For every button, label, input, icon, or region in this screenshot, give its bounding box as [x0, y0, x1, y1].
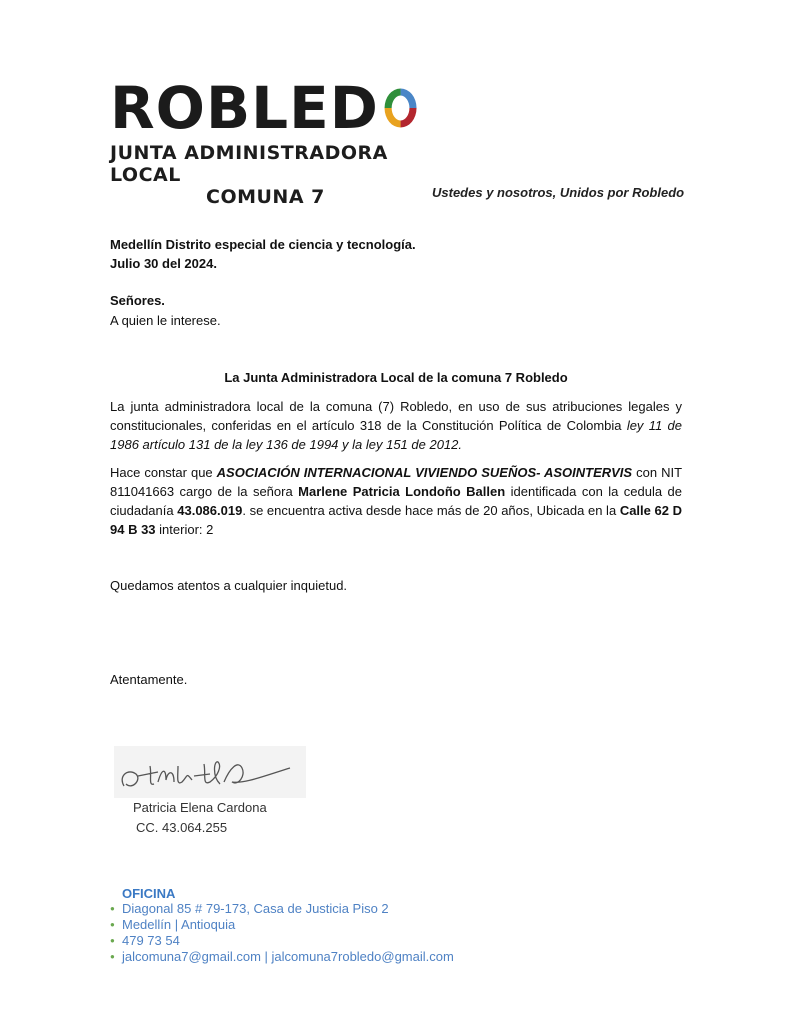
paragraph-1 — [110, 397, 682, 454]
phone-text: 479 73 54 — [122, 933, 180, 948]
paragraph-2 — [110, 463, 682, 539]
address-text: Diagonal 85 # 79-173, Casa de Justicia Piso 2 — [122, 901, 389, 916]
p2-text-d: . se encuentra activa desde hace más de 20 años, Ubicada en la — [242, 503, 620, 518]
signer-name: Patricia Elena Cardona — [133, 800, 267, 815]
office-city — [110, 917, 454, 933]
salutation: Señores. — [110, 293, 165, 308]
city-text: Medellín | Antioquia — [122, 917, 236, 932]
p2-text-e: interior: 2 — [155, 522, 214, 537]
p1-text: La junta administradora local de la comuna (7) Robledo, en uso de sus atribuciones legales y constitucionales, conferidas en el artículo 318 de la Constitución Política de Colombia — [110, 399, 682, 433]
recipient: A quien le interese. — [110, 313, 221, 328]
p2-organization: ASOCIACIÓN INTERNACIONAL VIVIENDO SUEÑOS- ASOINTERVIS — [216, 465, 633, 480]
closing-line: Quedamos atentos a cualquier inquietud. — [110, 578, 348, 593]
signature-stroke-icon — [114, 746, 306, 798]
signature-image — [114, 746, 306, 798]
p2-text-a: Hace constar que — [110, 465, 217, 480]
p2-person: Marlene Patricia Londoño Ballen — [298, 484, 506, 499]
office-footer — [110, 886, 454, 965]
logo-wordmark: ROBLED — [110, 74, 379, 142]
email-icon: ● — [110, 952, 115, 961]
office-phone — [110, 933, 454, 949]
signer-cc: CC. 43.064.255 — [136, 820, 228, 835]
office-title: OFICINA — [122, 886, 176, 901]
map-pin-icon: ● — [110, 904, 115, 913]
slogan: Ustedes y nosotros, Unidos por Robledo — [432, 185, 685, 200]
letter-heading: La Junta Administradora Local de la comuna 7 Robledo — [224, 370, 568, 385]
p2-text-c: identificada con la cedula de ciudadanía — [110, 484, 682, 518]
logo-ring-icon — [381, 82, 420, 134]
p2-id-number: 43.086.019 — [177, 503, 243, 518]
logo-subtitle: JUNTA ADMINISTRADORA LOCAL — [110, 142, 388, 186]
location-icon: ● — [110, 920, 115, 929]
farewell: Atentamente. — [110, 672, 188, 687]
logo-comuna: COMUNA 7 — [206, 186, 325, 208]
p2-address: Calle 62 D 94 B 33 — [110, 503, 682, 537]
p1-law-refs: ley 11 de 1986 artículo 131 de la ley 136 de 1994 y la ley 151 de 2012. — [110, 418, 683, 452]
office-address — [110, 901, 454, 917]
place-line: Medellín Distrito especial de ciencia y tecnología. — [110, 237, 416, 252]
office-email — [110, 949, 454, 965]
date-line: Julio 30 del 2024. — [110, 256, 217, 271]
email-text[interactable]: jalcomuna7@gmail.com | jalcomuna7robledo@gmail.com — [122, 949, 454, 964]
logo — [110, 74, 420, 208]
p2-text-b: con NIT 811041663 cargo de la señora — [110, 465, 683, 499]
phone-icon: ● — [110, 936, 115, 945]
logo-title — [110, 74, 420, 142]
